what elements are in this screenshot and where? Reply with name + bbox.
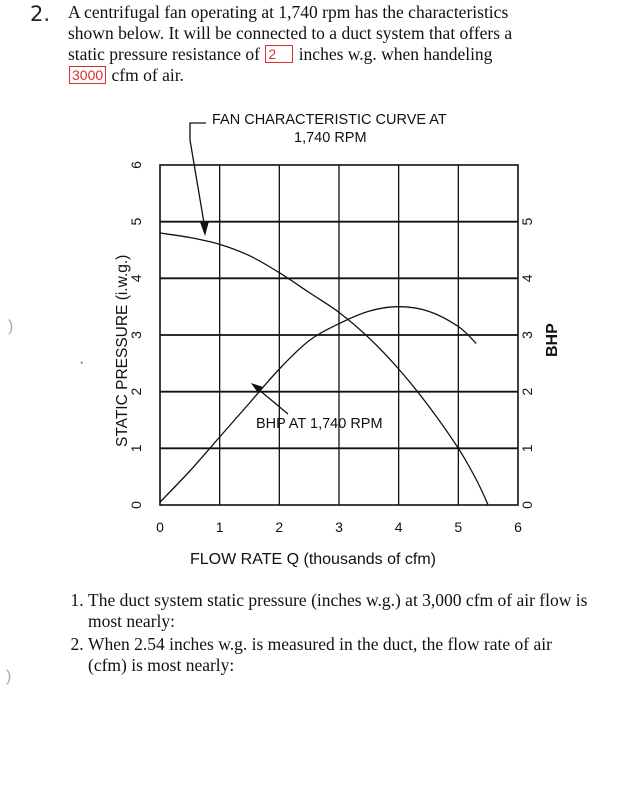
fan-annotation-leader	[190, 123, 206, 223]
y-left-tick-label-0: 0	[128, 501, 144, 509]
y-left-tick-label-6: 6	[128, 161, 144, 169]
y-left-tick-label-3: 3	[128, 331, 144, 339]
flow-answer-box[interactable]: 3000	[69, 66, 106, 84]
margin-mark-3: )	[6, 668, 12, 685]
y-right-tick-label-3: 3	[519, 331, 535, 339]
question-1: 1. The duct system static pressure (inches w.g.) at 3,000 cfm of air flow is most nearly:	[88, 590, 588, 632]
margin-mark-1: )	[8, 318, 14, 335]
problem-number: 2.	[30, 2, 51, 26]
chart-series	[160, 233, 488, 505]
x-tick-label-3: 3	[335, 519, 343, 535]
problem-line-1: A centrifugal fan operating at 1,740 rpm has the characteristics	[68, 2, 509, 22]
problem-line-2: shown below. It will be connected to a duct system that offers a	[68, 23, 513, 43]
y-right-tick-label-5: 5	[519, 217, 535, 226]
problem-line-3a: static pressure resistance of	[68, 44, 260, 64]
x-axis-label: FLOW RATE Q (thousands of cfm)	[190, 551, 436, 568]
x-tick-label-2: 2	[275, 519, 284, 535]
question-list	[66, 590, 588, 678]
y-left-tick-label-4: 4	[128, 274, 144, 283]
y-axis-label-right: BHP	[544, 323, 561, 357]
y-right-tick-label-1: 1	[519, 444, 535, 453]
y-left-tick-label-1: 1	[128, 444, 144, 453]
question-2: 2. When 2.54 inches w.g. is measured in the duct, the flow rate of air (cfm) is most nearly:	[88, 634, 588, 676]
static-pressure-curve	[160, 233, 488, 505]
x-tick-label-6: 6	[514, 519, 522, 535]
x-tick-label-1: 1	[215, 519, 224, 535]
problem-line-4: cfm of air.	[111, 65, 184, 85]
y-axis-label-left: STATIC PRESSURE (i.w.g.)	[114, 254, 131, 447]
y-right-tick-label-0: 0	[519, 501, 535, 509]
bhp-annotation-label: BHP AT 1,740 RPM	[256, 416, 383, 432]
bhp-curve	[160, 307, 476, 502]
x-tick-label-0: 0	[156, 519, 164, 535]
problem-statement	[68, 2, 608, 86]
margin-mark-2: ·	[79, 354, 85, 371]
problem-line-3b: inches w.g. when handeling	[298, 44, 493, 64]
chart-ticks	[128, 161, 535, 535]
fan-chart	[0, 105, 636, 580]
fan-annotation-line-2: 1,740 RPM	[294, 130, 367, 146]
chart-grid	[160, 165, 518, 505]
pressure-answer-box[interactable]: 2	[265, 45, 293, 63]
x-tick-label-4: 4	[394, 519, 403, 535]
fan-annotation-arrowhead	[200, 221, 209, 236]
y-right-tick-label-4: 4	[519, 274, 535, 283]
x-tick-label-5: 5	[454, 519, 463, 535]
y-left-tick-label-2: 2	[128, 387, 144, 396]
y-right-tick-label-2: 2	[519, 387, 535, 396]
y-left-tick-label-5: 5	[128, 217, 144, 226]
fan-annotation-line-1: FAN CHARACTERISTIC CURVE AT	[212, 112, 447, 128]
bhp-annotation-leader	[258, 389, 288, 414]
